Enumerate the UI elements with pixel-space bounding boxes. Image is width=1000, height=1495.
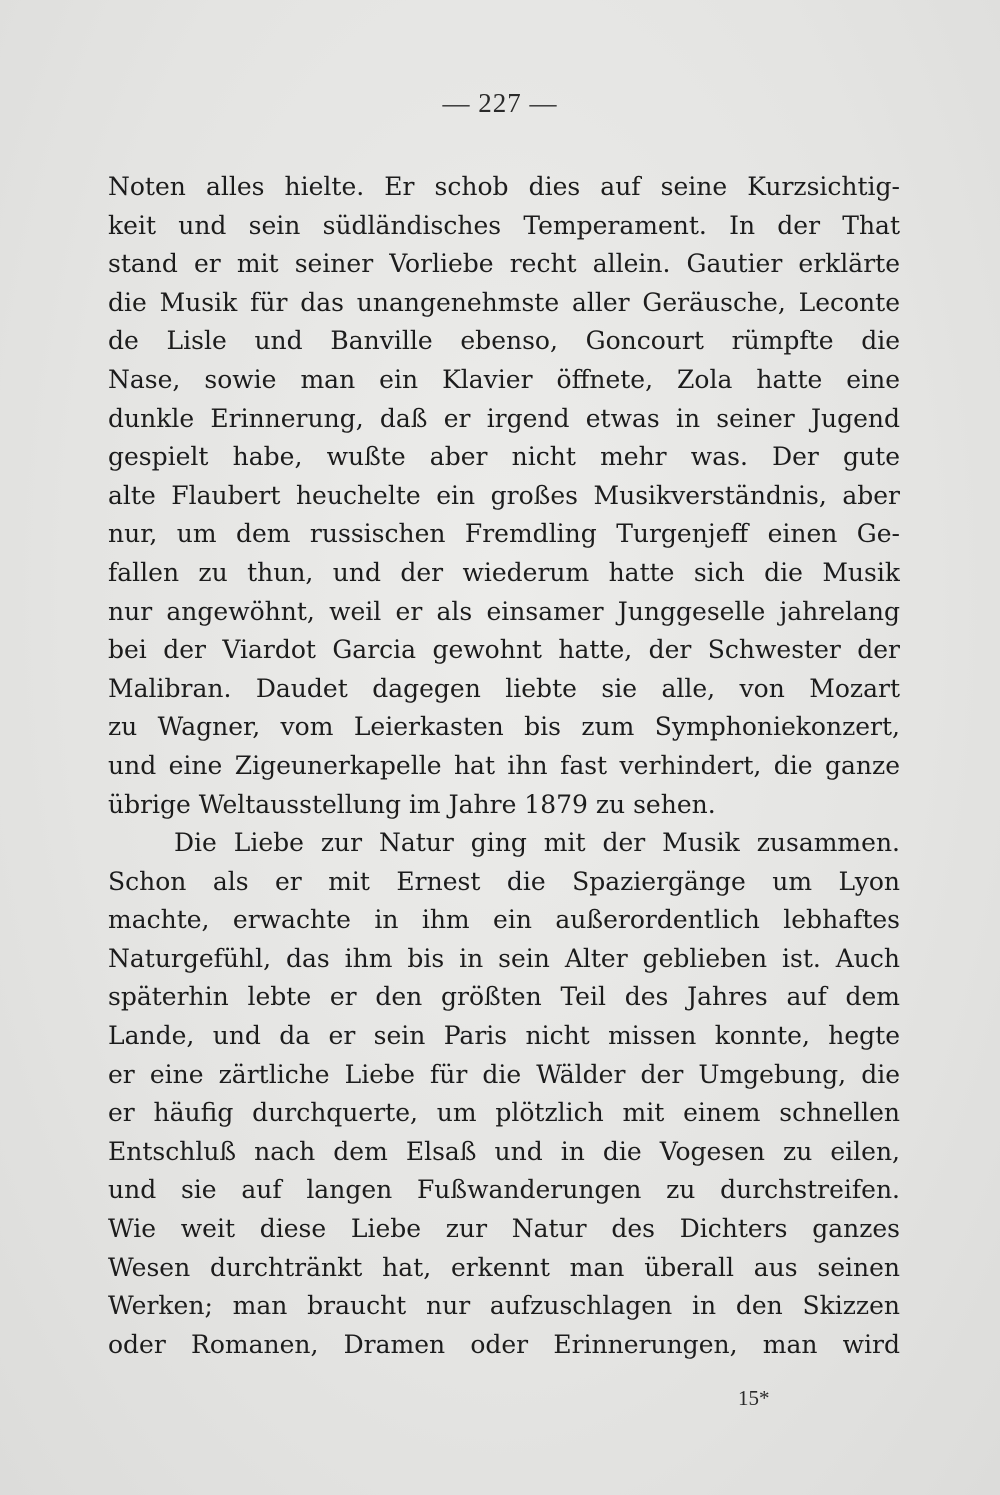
text-line: er häufig durchquerte, um plötzlich mit einem schnellen [108, 1098, 900, 1128]
text-line: machte, erwachte in ihm ein außerordentlich lebhaftes [108, 905, 900, 935]
text-line: und eine Zigeunerkapelle hat ihn fast verhindert, die ganze [108, 750, 900, 780]
text-line: de Lisle und Banville ebenso, Goncourt rümpfte die [108, 326, 900, 356]
text-line: Malibran. Daudet dagegen liebte sie alle, von Mozart [108, 673, 900, 703]
text-line: Schon als er mit Ernest die Spaziergänge um Lyon [108, 866, 900, 896]
text-line: keit und sein südländisches Temperament. In der That [108, 210, 900, 240]
text-line: dunkle Erinnerung, daß er irgend etwas in seiner Jugend [108, 403, 900, 433]
text-line: stand er mit seiner Vorliebe recht allein. Gautier erklärte [108, 249, 900, 279]
paragraph-end-line: übrige Weltausstellung im Jahre 1879 zu sehen. [108, 789, 716, 819]
text-line: und sie auf langen Fußwanderungen zu durchstreifen. [108, 1175, 900, 1205]
text-line: die Musik für das unangenehmste aller Geräusche, Leconte [108, 287, 900, 317]
text-line: nur angewöhnt, weil er als einsamer Junggeselle jahrelang [108, 596, 900, 626]
signature-mark: 15* [738, 1386, 770, 1410]
text-line: Naturgefühl, das ihm bis in sein Alter geblieben ist. Auch [108, 943, 900, 973]
text-line: Wie weit diese Liebe zur Natur des Dichters ganzes [108, 1214, 900, 1244]
text-line: späterhin lebte er den größten Teil des Jahres auf dem [108, 982, 900, 1012]
page-number: — 227 — [442, 88, 558, 118]
text-line: Noten alles hielte. Er schob dies auf seine Kurzsichtig- [108, 172, 900, 201]
text-line: oder Romanen, Dramen oder Erinnerungen, man wird [108, 1329, 900, 1359]
body-text [108, 168, 900, 1364]
text-line: Lande, und da er sein Paris nicht missen konnte, hegte [108, 1021, 900, 1051]
text-line: Werken; man braucht nur aufzuschlagen in den Skizzen [108, 1291, 900, 1321]
paragraph-start-line: Die Liebe zur Natur ging mit der Musik zusammen. [174, 828, 900, 858]
text-line: er eine zärtliche Liebe für die Wälder der Umgebung, die [108, 1059, 900, 1089]
text-line: alte Flaubert heuchelte ein großes Musikverständnis, aber [108, 480, 900, 510]
text-line: zu Wagner, vom Leierkasten bis zum Symphoniekonzert, [108, 712, 900, 742]
text-line: Wesen durchtränkt hat, erkennt man überall aus seinen [108, 1252, 900, 1282]
text-line: Entschluß nach dem Elsaß und in die Vogesen zu eilen, [108, 1136, 900, 1166]
text-line: bei der Viardot Garcia gewohnt hatte, der Schwester der [108, 635, 900, 665]
text-line: gespielt habe, wußte aber nicht mehr was. Der gute [108, 442, 900, 472]
text-line: nur, um dem russischen Fremdling Turgenjeff einen Ge- [108, 519, 900, 549]
text-line: fallen zu thun, und der wiederum hatte sich die Musik [108, 557, 900, 587]
text-line: Nase, sowie man ein Klavier öffnete, Zola hatte eine [108, 364, 900, 394]
